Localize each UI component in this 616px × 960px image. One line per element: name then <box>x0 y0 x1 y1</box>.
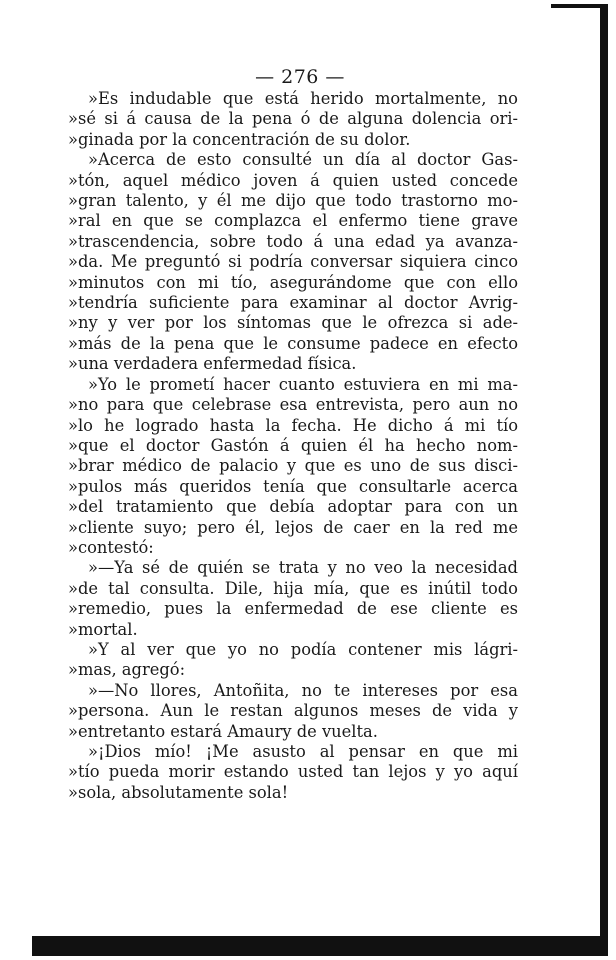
text-line: »sola, absolutamente sola! <box>68 782 289 802</box>
text-line: »que el doctor Gastón á quien él ha hecho nom- <box>68 435 518 455</box>
text-line: »Yo le prometí hacer cuanto estuviera en mi ma- <box>88 374 518 394</box>
right-edge-rule <box>600 4 608 944</box>
text-line: »mortal. <box>68 619 138 639</box>
text-line: »—No llores, Antoñita, no te intereses por esa <box>88 680 518 700</box>
text-line: »trascendencia, sobre todo á una edad ya avanza- <box>68 231 518 251</box>
text-line: »ginada por la concentración de su dolor. <box>68 129 411 149</box>
text-line: »de tal consulta. Dile, hija mía, que es inútil todo <box>68 578 518 598</box>
text-line: »remedio, pues la enfermedad de ese cliente es <box>68 599 518 619</box>
text-line: »persona. Aun le restan algunos meses de vida y <box>68 701 518 721</box>
text-line: »del tratamiento que debía adoptar para con un <box>68 497 518 517</box>
text-line: »Y al ver que yo no podía contener mis lágri- <box>88 639 518 659</box>
text-line: »entretanto estará Amaury de vuelta. <box>68 721 378 741</box>
text-line: »no para que celebrase esa entrevista, pero aun no <box>68 395 518 415</box>
text-line: »tendría suficiente para examinar al doctor Avrig- <box>68 293 518 313</box>
text-line: »¡Dios mío! ¡Me asusto al pensar en que mi <box>88 742 518 761</box>
text-line: »tón, aquel médico joven á quien usted concede <box>68 170 518 190</box>
text-line: »gran talento, y él me dijo que todo trastorno mo- <box>68 191 518 211</box>
text-line: »lo he logrado hasta la fecha. He dicho á mi tío <box>68 415 518 435</box>
text-line: »—Ya sé de quién se trata y no veo la necesidad <box>88 558 518 578</box>
text-line: »Acerca de esto consulté un día al doctor Gas- <box>88 150 518 170</box>
bottom-edge-rule <box>32 936 608 956</box>
text-line: »ral en que se complazca el enfermo tiene grave <box>68 211 518 231</box>
body-text <box>68 89 518 803</box>
text-line: »pulos más queridos tenía que consultarle acerca <box>68 476 518 496</box>
top-edge-rule <box>551 4 607 8</box>
text-line: »sé si á causa de la pena ó de alguna dolencia ori- <box>68 109 518 129</box>
text-line: »minutos con mi tío, asegurándome que con ello <box>68 272 518 292</box>
text-line: »cliente suyo; pero él, lejos de caer en la red me <box>68 517 518 537</box>
text-line: »da. Me preguntó si podría conversar siquiera cinco <box>68 252 518 272</box>
text-line: »brar médico de palacio y que es uno de sus disci- <box>68 456 518 476</box>
text-line: »una verdadera enfermedad física. <box>68 354 357 374</box>
text-line: »más de la pena que le consume padece en efecto <box>68 333 518 353</box>
text-line: »Es indudable que está herido mortalmente, no <box>88 89 518 108</box>
text-line: »contestó: <box>68 537 154 557</box>
text-line: »mas, agregó: <box>68 660 186 680</box>
text-line: »ny y ver por los síntomas que le ofrezca si ade- <box>68 313 518 333</box>
page-number: — 276 — <box>255 66 345 88</box>
text-line: »tío pueda morir estando usted tan lejos y yo aquí <box>68 762 518 782</box>
